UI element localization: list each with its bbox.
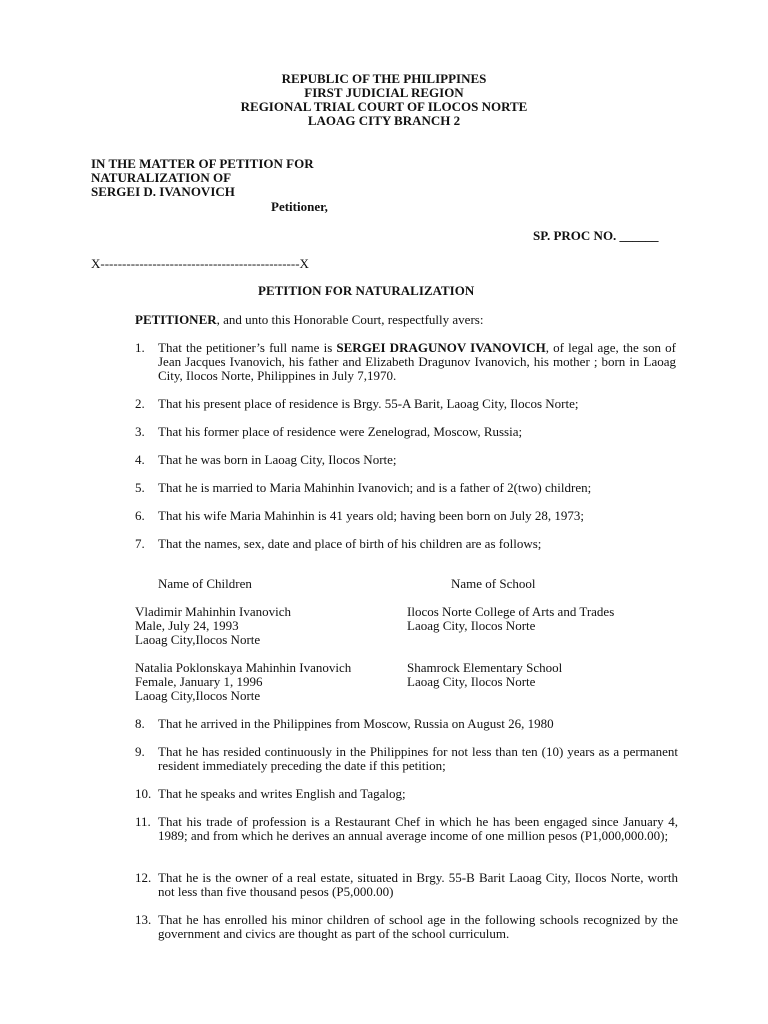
item-number: 6. [135, 508, 145, 523]
petitioner-label: Petitioner, [271, 199, 328, 214]
item-text [158, 341, 676, 383]
school-location: Laoag City, Ilocos Norte [407, 618, 536, 633]
court-header-branch: LAOAG CITY BRANCH 2 [307, 113, 461, 128]
court-header-region: FIRST JUDICIAL REGION [304, 85, 464, 100]
child-name: Natalia Poklonskaya Mahinhin Ivanovich [135, 660, 352, 675]
item-number: 12. [135, 870, 152, 885]
item-text: That he is married to Maria Mahinhin Ivanovich; and is a father of 2(two) children; [158, 480, 592, 495]
item-text: That he has resided continuously in the Philippines for not less than ten (10) years as a permanent resident immediately preceding the date if this petition; [158, 744, 678, 773]
school-column-header: Name of School [451, 576, 536, 591]
item-number: 11. [135, 814, 151, 829]
item-text: That his present place of residence is Brgy. 55-A Barit, Laoag City, Ilocos Norte; [158, 396, 579, 411]
child-birthplace: Laoag City,Ilocos Norte [135, 632, 261, 647]
document-title: PETITION FOR NATURALIZATION [258, 283, 475, 298]
item1-post: , of legal age, the son of Jean Jacques Ivanovich, his father and Elizabeth Dragunov Ivanovich, his mother ; born in Laoag City, Ilocos Norte, Philippines in July 7,1970. [158, 340, 676, 383]
petitioner-full-name: SERGEI DRAGUNOV IVANOVICH [336, 340, 546, 355]
court-header-republic: REPUBLIC OF THE PHILIPPINES [281, 71, 487, 86]
item-number: 1. [135, 340, 145, 355]
child-sex-birthdate: Female, January 1, 1996 [135, 674, 263, 689]
caption-line-2: NATURALIZATION OF [91, 170, 232, 185]
intro-paragraph [135, 313, 483, 327]
item-text: That he speaks and writes English and Tagalog; [158, 786, 406, 801]
item-text: That his wife Maria Mahinhin is 41 years old; having been born on July 28, 1973; [158, 508, 585, 523]
school-name: Shamrock Elementary School [407, 660, 563, 675]
item-text: That he has enrolled his minor children of school age in the following schools recognized by the government and civics are thought as part of the school curriculum. [158, 912, 678, 941]
item-number: 7. [135, 536, 145, 551]
item-text: That his former place of residence were Zenelograd, Moscow, Russia; [158, 424, 523, 439]
item-number: 3. [135, 424, 145, 439]
item-text: That his trade of profession is a Restaurant Chef in which he has been engaged since January 4, 1989; and from which he derives an annual average income of one million pesos (P1,000,000.00); [158, 814, 678, 843]
sp-proc-number: SP. PROC NO. ______ [533, 228, 659, 243]
caption-line-1: IN THE MATTER OF PETITION FOR [91, 156, 314, 171]
court-header-court: REGIONAL TRIAL COURT OF ILOCOS NORTE [240, 99, 528, 114]
item-text: That he is the owner of a real estate, situated in Brgy. 55-B Barit Laoag City, Ilocos Norte, worth not less than five thousand pesos (P5,000.00) [158, 870, 678, 899]
caption-separator: X----------------------------------------------X [91, 256, 309, 271]
item-number: 8. [135, 716, 145, 731]
item-number: 5. [135, 480, 145, 495]
item-number: 9. [135, 744, 145, 759]
item-text: That he was born in Laoag City, Ilocos Norte; [158, 452, 397, 467]
item-text: That the names, sex, date and place of birth of his children are as follows; [158, 536, 542, 551]
item-number: 13. [135, 912, 152, 927]
child-birthplace: Laoag City,Ilocos Norte [135, 688, 261, 703]
school-location: Laoag City, Ilocos Norte [407, 674, 536, 689]
item-number: 2. [135, 396, 145, 411]
item1-pre: That the petitioner’s full name is [158, 340, 337, 355]
caption-line-3: SERGEI D. IVANOVICH [91, 184, 235, 199]
intro-petitioner: PETITIONER [135, 312, 217, 327]
item-number: 4. [135, 452, 145, 467]
intro-text: , and unto this Honorable Court, respectfully avers: [216, 312, 484, 327]
child-sex-birthdate: Male, July 24, 1993 [135, 618, 239, 633]
children-column-header: Name of Children [158, 576, 252, 591]
child-name: Vladimir Mahinhin Ivanovich [135, 604, 291, 619]
item-number: 10. [135, 786, 152, 801]
school-name: Ilocos Norte College of Arts and Trades [407, 604, 615, 619]
item-text: That he arrived in the Philippines from Moscow, Russia on August 26, 1980 [158, 716, 554, 731]
